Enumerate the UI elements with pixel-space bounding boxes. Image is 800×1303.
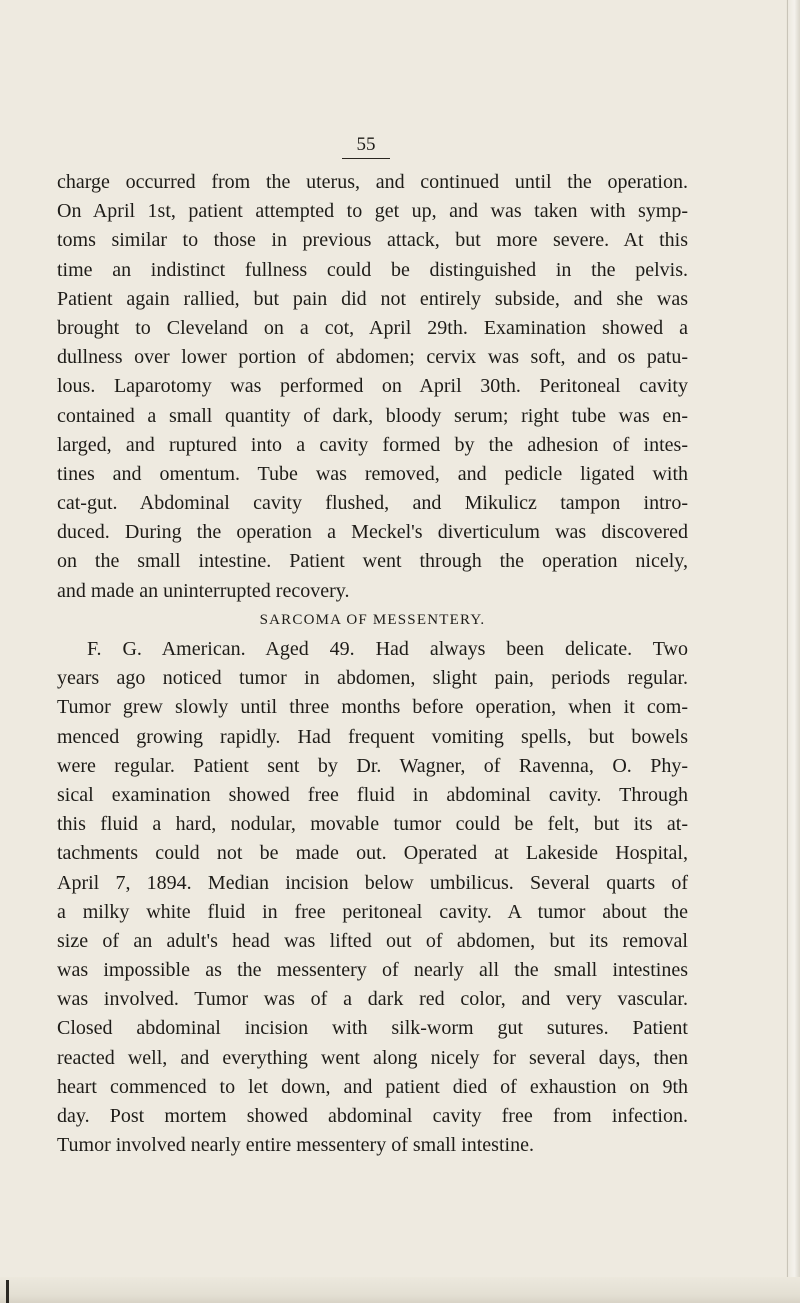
text-line: Tumor involved nearly entire messentery of small intestine. xyxy=(57,1134,534,1157)
text-line: this fluid a hard, nodular, movable tumor could be felt, but its at- xyxy=(57,813,688,836)
page-bottom-edge xyxy=(0,1277,800,1303)
page-number: 55 xyxy=(342,134,390,159)
text-line: cat-gut. Abdominal cavity flushed, and Mikulicz tampon intro- xyxy=(57,492,688,515)
text-line: brought to Cleveland on a cot, April 29th. Examination showed a xyxy=(57,316,688,339)
text-line: reacted well, and everything went along nicely for several days, then xyxy=(57,1046,688,1069)
text-line: menced growing rapidly. Had frequent vomiting spells, but bowels xyxy=(57,725,688,748)
text-line: toms similar to those in previous attack, but more severe. At this xyxy=(57,229,688,252)
page-right-edge xyxy=(786,0,800,1303)
text-line: tachments could not be made out. Operated at Lakeside Hospital, xyxy=(57,842,688,865)
text-line: on the small intestine. Patient went through the operation nicely, xyxy=(57,550,688,573)
text-line: was involved. Tumor was of a dark red color, and very vascular. xyxy=(57,988,688,1011)
text-line: Patient again rallied, but pain did not entirely subside, and she was xyxy=(57,287,688,310)
text-line: On April 1st, patient attempted to get up, and was taken with symp- xyxy=(57,200,688,223)
text-line: lous. Laparotomy was performed on April 30th. Peritoneal cavity xyxy=(57,375,688,398)
text-line: Closed abdominal incision with silk-worm gut sutures. Patient xyxy=(57,1017,688,1040)
text-line: day. Post mortem showed abdominal cavity free from infection. xyxy=(57,1105,688,1127)
body-text xyxy=(57,168,688,1160)
text-line: Tumor grew slowly until three months before operation, when it com- xyxy=(57,696,688,719)
text-line: contained a small quantity of dark, bloody serum; right tube was en- xyxy=(57,404,688,427)
text-line: F. G. American. Aged 49. Had always been delicate. Two xyxy=(87,638,688,660)
text-line: size of an adult's head was lifted out of abdomen, but its removal xyxy=(57,929,688,952)
text-line: larged, and ruptured into a cavity formed by the adhesion of intes- xyxy=(57,433,688,456)
paragraph-1 xyxy=(57,168,688,606)
text-line: April 7, 1894. Median incision below umbilicus. Several quarts of xyxy=(57,871,688,894)
section-heading: SARCOMA OF MESSENTERY. xyxy=(259,611,486,628)
text-line: a milky white fluid in free peritoneal cavity. A tumor about the xyxy=(57,900,688,923)
text-line: time an indistinct fullness could be distinguished in the pelvis. xyxy=(57,258,688,281)
text-line: was impossible as the messentery of nearly all the small intestines xyxy=(57,959,688,982)
text-line: and made an uninterrupted recovery. xyxy=(57,579,350,602)
text-line: dullness over lower portion of abdomen; cervix was soft, and os patu- xyxy=(57,346,688,369)
text-line: years ago noticed tumor in abdomen, slight pain, periods regular. xyxy=(57,667,688,690)
text-line: were regular. Patient sent by Dr. Wagner, of Ravenna, O. Phy- xyxy=(57,754,688,777)
text-line: tines and omentum. Tube was removed, and pedicle ligated with xyxy=(57,462,688,485)
page-edge-line xyxy=(787,0,788,1303)
text-line: heart commenced to let down, and patient died of exhaustion on 9th xyxy=(57,1075,688,1098)
text-line: duced. During the operation a Meckel's diverticulum was discovered xyxy=(57,521,688,544)
text-line: charge occurred from the uterus, and continued until the operation. xyxy=(57,171,688,193)
binding-mark xyxy=(6,1280,9,1303)
paragraph-2 xyxy=(57,635,688,1160)
text-line: sical examination showed free fluid in abdominal cavity. Through xyxy=(57,783,688,806)
